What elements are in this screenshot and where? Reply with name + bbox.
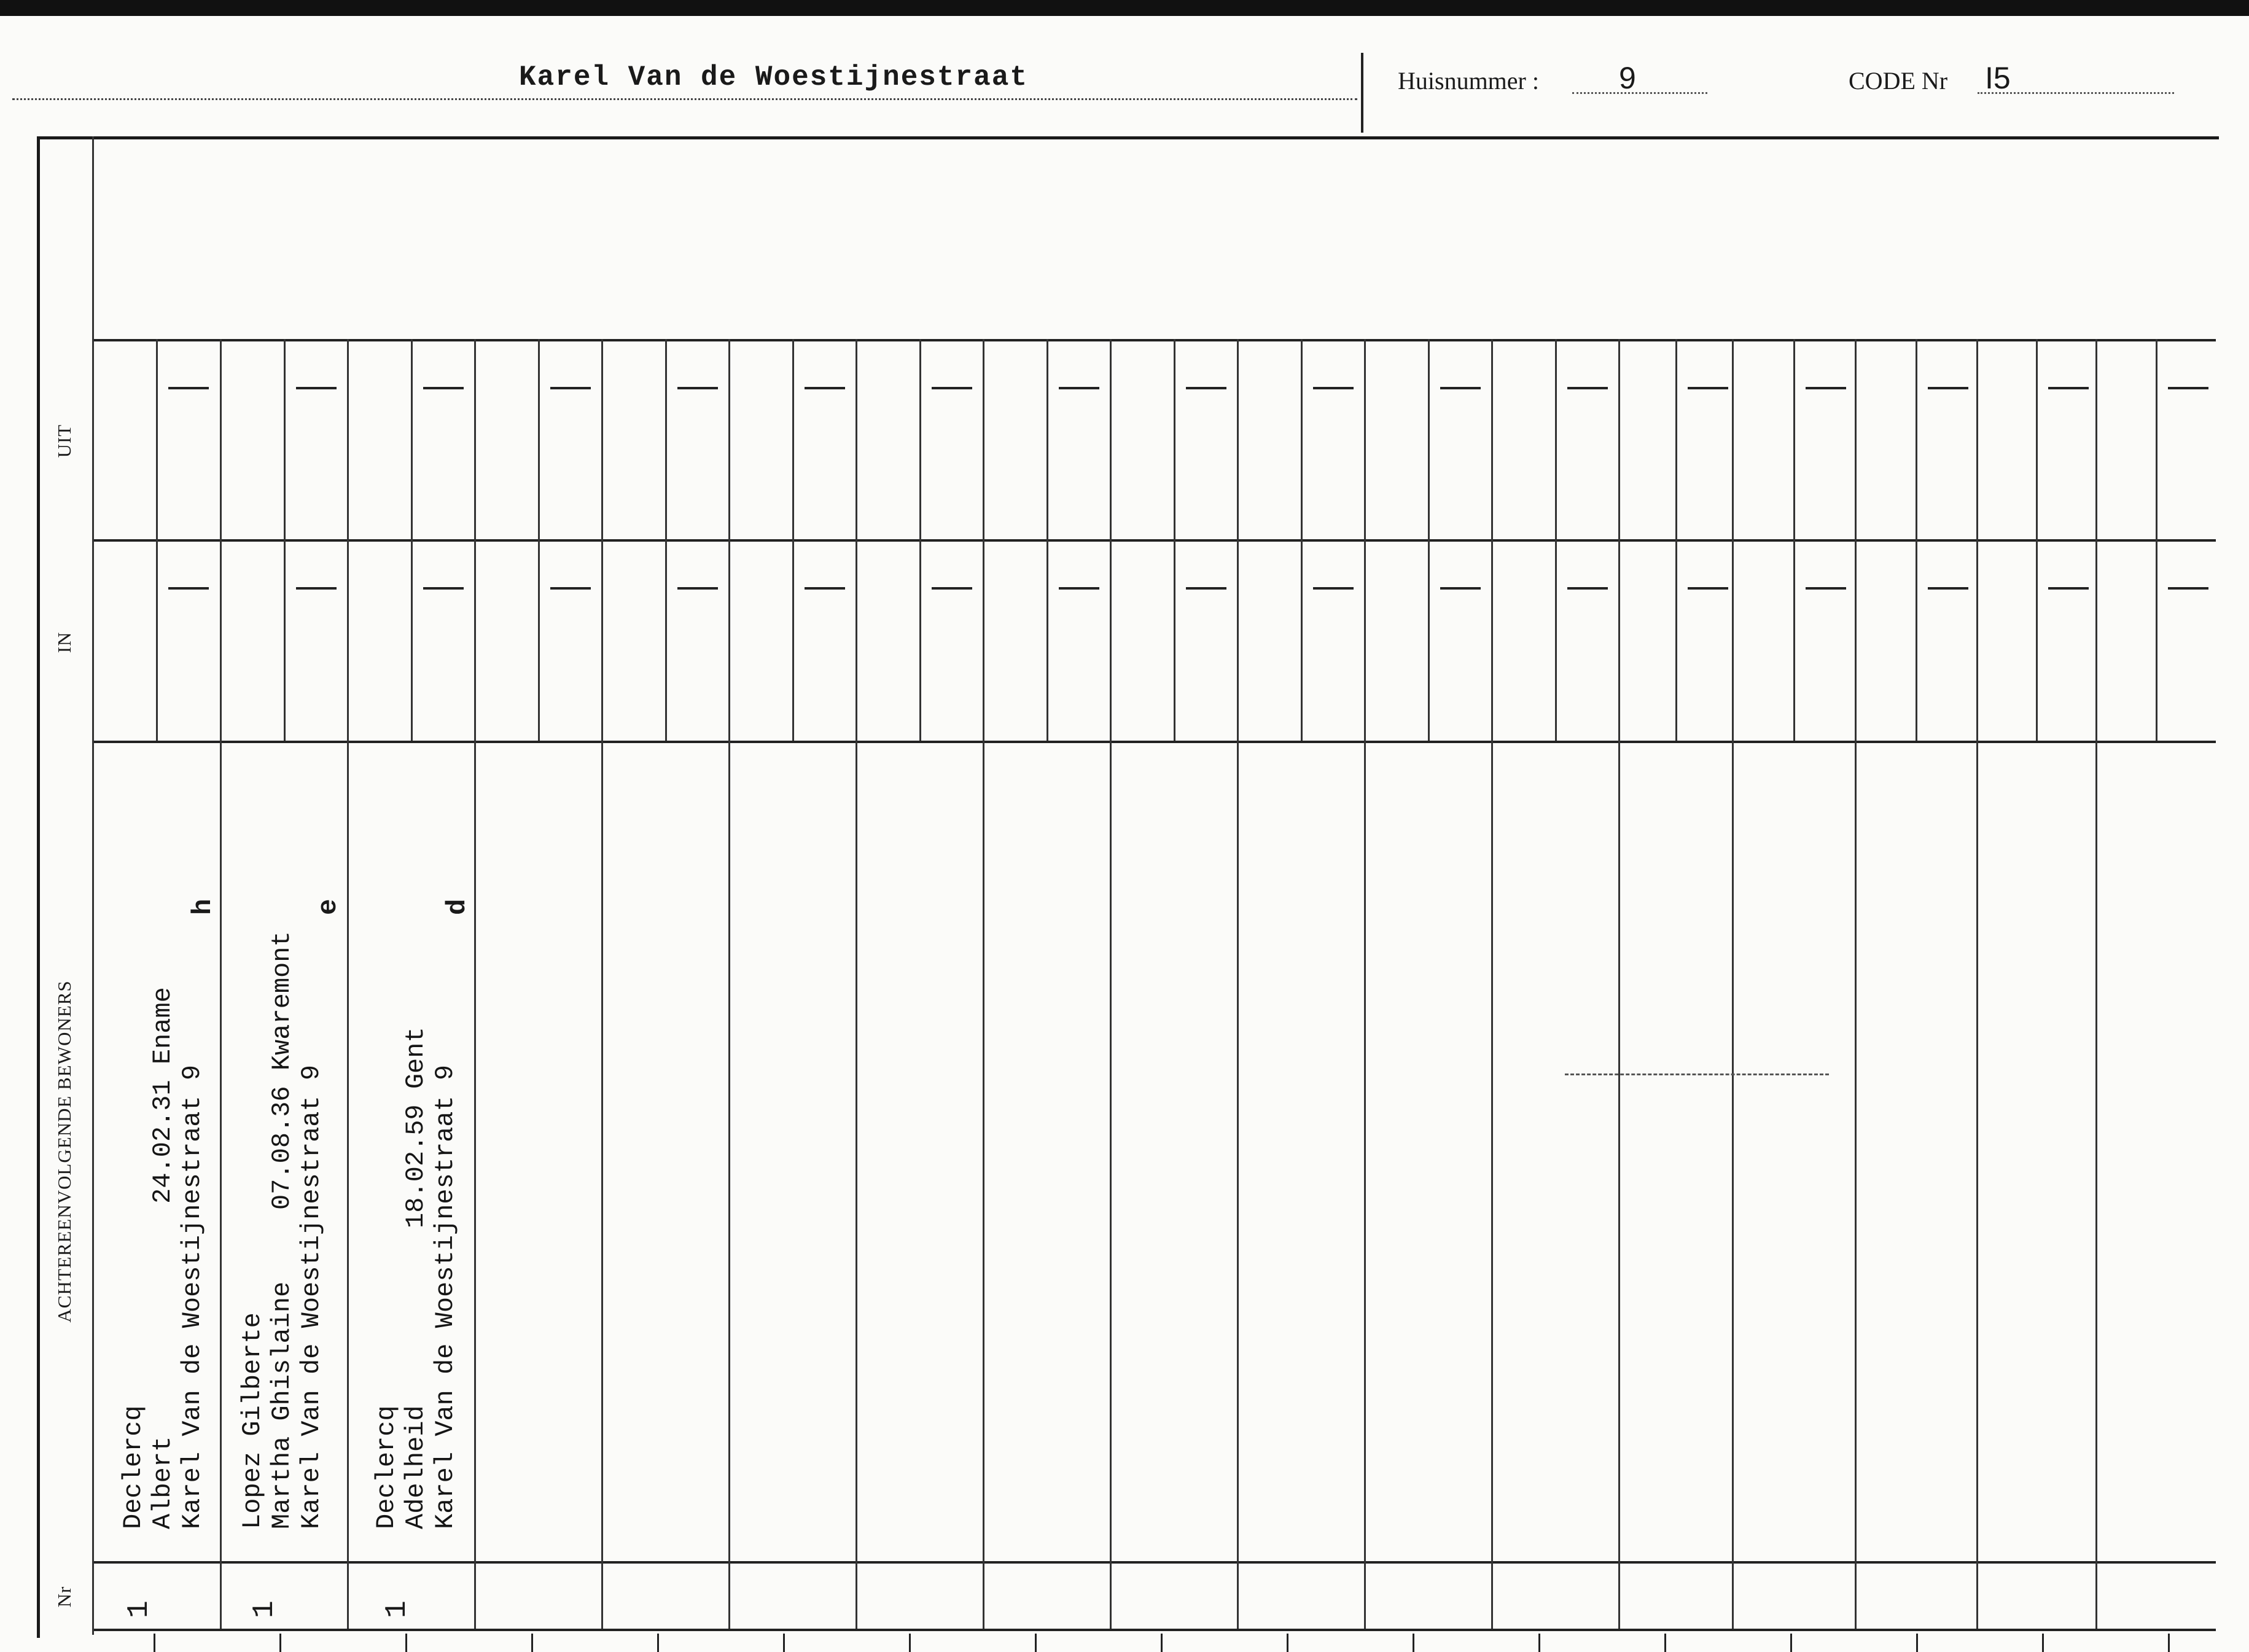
column-rule: [1237, 339, 1239, 1629]
column-rule: [1855, 339, 1857, 1629]
sub-column-rule: [411, 339, 413, 741]
uit-dash: [1806, 387, 1846, 389]
residents-top-rule: [92, 741, 2216, 743]
uit-dash: [805, 387, 845, 389]
sub-column-rule: [1793, 339, 1795, 741]
column-rule: [1976, 339, 1978, 1629]
header-divider: [1361, 53, 1363, 133]
house-number-value: 9: [1619, 61, 1636, 95]
sub-column-rule: [156, 339, 158, 741]
sub-column-rule: [1916, 339, 1917, 741]
resident-address: Karel Van de Woestijnestraat 9: [297, 1064, 326, 1529]
resident-nr: 1: [381, 1600, 414, 1618]
uit-dash: [296, 387, 337, 389]
uit-dash: [2048, 387, 2089, 389]
bottom-tick: [279, 1634, 281, 1652]
uit-dash: [1313, 387, 1354, 389]
column-rule: [1732, 339, 1734, 1629]
label-column-rule: [92, 136, 94, 1635]
column-rule: [220, 339, 222, 1629]
bottom-tick: [1790, 1634, 1792, 1652]
uit-dash: [1059, 387, 1099, 389]
house-number-label: Huisnummer :: [1398, 67, 1539, 95]
in-dash: [1806, 587, 1846, 590]
sub-column-rule: [1428, 339, 1430, 741]
top-border-bar: [0, 0, 2249, 16]
sub-column-rule: [2036, 339, 2038, 741]
uit-dash: [168, 387, 209, 389]
bottom-tick: [1413, 1634, 1414, 1652]
sub-column-rule: [1174, 339, 1175, 741]
sub-column-rule: [1555, 339, 1557, 741]
code-value: I5: [1985, 61, 2011, 95]
column-rule: [1618, 339, 1620, 1629]
bottom-tick: [154, 1634, 155, 1652]
in-dash: [1440, 587, 1481, 590]
resident-birth: 07.08.36 Kwaremont: [267, 931, 297, 1210]
resident-first-name: Martha Ghislaine: [267, 1281, 297, 1529]
uit-dash: [1440, 387, 1481, 389]
bottom-tick: [1287, 1634, 1288, 1652]
resident-birth: 24.02.31 Ename: [148, 987, 177, 1204]
in-dash: [1928, 587, 1968, 590]
uit-dash: [550, 387, 591, 389]
bottom-tick: [783, 1634, 785, 1652]
sub-column-rule: [792, 339, 794, 741]
uit-dash: [1567, 387, 1608, 389]
resident-first-name: Albert: [148, 1436, 177, 1529]
code-label: CODE Nr: [1849, 67, 1948, 95]
resident-nr: 1: [248, 1600, 281, 1618]
sub-column-rule: [2156, 339, 2157, 741]
resident-birth: 18.02.59 Gent: [401, 1027, 431, 1228]
in-dash: [423, 587, 464, 590]
sub-column-rule: [1675, 339, 1677, 741]
row-label-in: IN: [53, 631, 75, 653]
bottom-tick: [2168, 1634, 2170, 1652]
column-rule: [474, 339, 476, 1629]
bottom-tick: [2042, 1634, 2044, 1652]
bottom-tick: [657, 1634, 659, 1652]
in-dash: [677, 587, 718, 590]
sub-column-rule: [665, 339, 667, 741]
in-dash: [805, 587, 845, 590]
bottom-tick: [1035, 1634, 1037, 1652]
house-number-line: [1572, 92, 1707, 94]
uit-dash: [1928, 387, 1968, 389]
column-rule: [1110, 339, 1112, 1629]
row-label-residents: ACHTEREENVOLGENDE BEWONERS: [53, 980, 75, 1323]
row-label-nr: Nr: [53, 1586, 75, 1608]
resident-nr: 1: [123, 1600, 156, 1618]
resident-surname: Declercq: [372, 1405, 401, 1529]
in-dash: [1567, 587, 1608, 590]
column-rule: [601, 339, 603, 1629]
resident-surname: Declercq: [119, 1405, 148, 1529]
bottom-tick: [909, 1634, 911, 1652]
in-dash: [1059, 587, 1099, 590]
resident-tag: h: [188, 898, 219, 915]
in-dash: [296, 587, 337, 590]
sub-column-rule: [1301, 339, 1303, 741]
column-rule: [2095, 339, 2097, 1629]
resident-address: Karel Van de Woestijnestraat 9: [177, 1064, 207, 1529]
street-name: Karel Van de Woestijnestraat: [519, 61, 1028, 93]
sub-column-rule: [538, 339, 540, 741]
stray-mark: [1565, 1073, 1829, 1075]
uit-dash: [932, 387, 972, 389]
resident-tag: e: [313, 898, 344, 915]
sub-column-rule: [919, 339, 921, 741]
in-dash: [550, 587, 591, 590]
nr-top-rule: [92, 1561, 2216, 1564]
resident-address: Karel Van de Woestijnestraat 9: [431, 1064, 460, 1529]
uit-dash: [1186, 387, 1226, 389]
bottom-tick: [1538, 1634, 1540, 1652]
bottom-tick: [1916, 1634, 1918, 1652]
in-dash: [1186, 587, 1226, 590]
in-dash: [1688, 587, 1728, 590]
row-label-uit: UIT: [53, 424, 75, 458]
uit-dash: [2168, 387, 2208, 389]
column-rule: [856, 339, 857, 1629]
bottom-tick: [405, 1634, 407, 1652]
in-dash: [2048, 587, 2089, 590]
column-rule: [347, 339, 349, 1629]
sub-column-rule: [1047, 339, 1048, 741]
bottom-tick: [1161, 1634, 1163, 1652]
column-rule: [1364, 339, 1366, 1629]
resident-first-name: Adelheid: [401, 1405, 431, 1529]
form-bottom-rule: [92, 1629, 2216, 1631]
column-rule: [983, 339, 984, 1629]
resident-surname: Lopez Gilberte: [238, 1312, 267, 1529]
uit-dash: [423, 387, 464, 389]
in-dash: [168, 587, 209, 590]
column-rule: [728, 339, 730, 1629]
uit-dash: [677, 387, 718, 389]
bottom-tick: [1664, 1634, 1666, 1652]
in-dash: [1313, 587, 1354, 590]
uit-dash: [1688, 387, 1728, 389]
in-dash: [932, 587, 972, 590]
resident-tag: d: [442, 898, 473, 915]
bottom-tick: [531, 1634, 533, 1652]
in-dash: [2168, 587, 2208, 590]
sub-column-rule: [284, 339, 286, 741]
register-form-frame: [37, 136, 2219, 1638]
column-rule: [1491, 339, 1493, 1629]
